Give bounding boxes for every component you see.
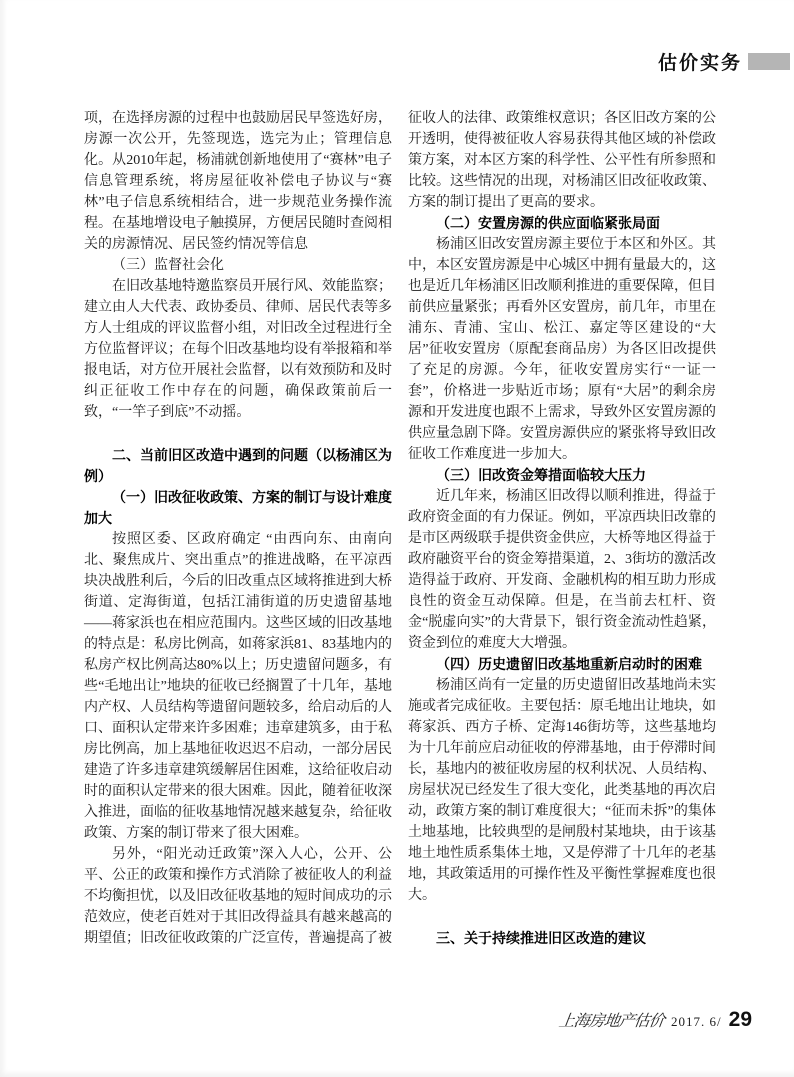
page-number: 29 — [728, 1008, 752, 1031]
section-heading: 二、当前旧区改造中遇到的问题（以杨浦区为例） — [84, 447, 392, 484]
section-heading: （三）监督社会化 — [112, 258, 224, 273]
header-decoration-block — [748, 53, 790, 70]
right-column — [408, 108, 716, 949]
paragraph: 项，在选择房源的过程中也鼓励居民早签选好房，房源一次公开，先签现选，选完为止；管理信息化。从2010年起，杨浦就创新地使用了“赛林”电子信息管理系统，将房屋征收补偿电子协议与“赛林”电子信息系统相结合，进一步规范业务操作流程。在基地增设电子触摸屏，方便居民随时查阅相关的房源情况、居民签约情况等信息 — [84, 111, 392, 252]
journal-logo: 上海房地产估价 — [557, 1013, 665, 1030]
section-heading: （四）历史遗留旧改基地重新启动时的困难 — [436, 656, 702, 672]
page-footer — [559, 1008, 752, 1032]
paragraph: 杨浦区尚有一定量的历史遗留旧改基地尚未实施或者完成征收。主要包括：原毛地出让地块，如蒋家浜、西方子桥、定海146街坊等，这些基地均为十几年前应启动征收的停滞基地，由于停滞时间长，基地内的被征收房屋的权利状况、人员结构、房屋状况已经发生了很大变化，此类基地的再次启动，政策方案的制订难度很大；“征而未拆”的集体土地基地，比较典型的是闸殷村某地块，由于该基地土地性质系集体土地，又是停滞了十几年的老基地，其政策适用的可操作性及平衡性掌握难度也很大。 — [408, 678, 716, 903]
left-column — [84, 108, 392, 949]
issue-date: 2017. 6/ — [671, 1014, 722, 1029]
paragraph: 另外，“阳光动迁政策”深入人心，公开、公平、公正的政策和操作方式消除了被征收人的利益不均衡担忧，以及旧改征收基地的短时间成功的示范效应，使老百姓对于其旧改得益具有越来越高的期望值；旧改征收政策的广泛宣传，普遍提高了被 — [84, 847, 392, 946]
article-body — [84, 108, 716, 949]
section-heading: （一）旧改征收政策、方案的制订与设计难度加大 — [84, 489, 392, 526]
section-header-label: 估价实务 — [657, 53, 742, 74]
section-heading: （三）旧改资金筹措面临较大压力 — [436, 467, 646, 483]
section-heading: （二）安置房源的供应面临紧张局面 — [436, 215, 660, 231]
paragraph: 在旧改基地特邀监察员开展行风、效能监察；建立由人大代表、政协委员、律师、居民代表等多方人士组成的评议监督小组，对旧改全过程进行全方位监督评议；在每个旧改基地均设有举报箱和举报电话，对方位开展社会监督，以有效预防和及时纠正征收工作中存在的问题，确保政策前后一致，“一竿子到底”不动摇。 — [84, 279, 392, 420]
page-header — [658, 48, 790, 75]
paragraph: 按照区委、区政府确定 “由西向东、由南向北、聚焦成片、突出重点”的推进战略，在平凉西块决战胜利后，今后的旧改重点区域将推进到大桥街道、定海街道，包括江浦街道的历史遗留基地——蒋家浜也在相应范围内。这些区域的旧改基地的特点是：私房比例高，如蒋家浜81、83基地内的私房产权比例高达80%以上；历史遗留问题多，有些“毛地出让”地块的征收已经搁置了十几年，基地内产权、人员结构等遗留问题较多，给启动后的人口、面积认定带来许多困难；违章建筑多，由于私房比例高，加上基地征收迟迟不启动，一部分居民建造了许多违章建筑缓解居住困难，这给征收启动时的面积认定带来的很大困难。因此，随着征收深入推进，面临的征收基地情况越来越复杂，给征收政策、方案的制订带来了很大困难。 — [84, 532, 392, 841]
section-heading: 三、关于持续推进旧区改造的建议 — [436, 930, 646, 946]
paragraph: 征收人的法律、政策维权意识；各区旧改方案的公开透明，使得被征收人容易获得其他区域的补偿政策方案，对本区方案的科学性、公平性有所参照和比较。这些情况的出现，对杨浦区旧改征收政策、方案的制订提出了更高的要求。 — [408, 111, 716, 210]
paragraph: 近几年来，杨浦区旧改得以顺利推进，得益于政府资金面的有力保证。例如，平凉西块旧改靠的是市区两级联手提供资金供应，大桥等地区得益于政府融资平台的资金筹措渠道，2、3街坊的激活改造得益于政府、开发商、金融机构的相互助力形成良性的资金互动保障。但是，在当前去杠杆、资金“脱虚向实”的大背景下，银行资金流动性趋紧，资金到位的难度大大增强。 — [408, 489, 716, 651]
paragraph: 杨浦区旧改安置房源主要位于本区和外区。其中，本区安置房源是中心城区中拥有量最大的，这也是近几年杨浦区旧改顺利推进的重要保障，但目前供应量紧张；再看外区安置房，前几年，市里在浦东、青浦、宝山、松江、嘉定等区建设的“大居”征收安置房（原配套商品房）为各区旧改提供了充足的房源。今年，征收安置房实行“一证一套”，价格进一步贴近市场；原有“大居”的剩余房源和开发进度也跟不上需求，导致外区安置房源的供应量急剧下降。安置房源供应的紧张将导致旧改征收工作难度进一步加大。 — [408, 237, 716, 462]
